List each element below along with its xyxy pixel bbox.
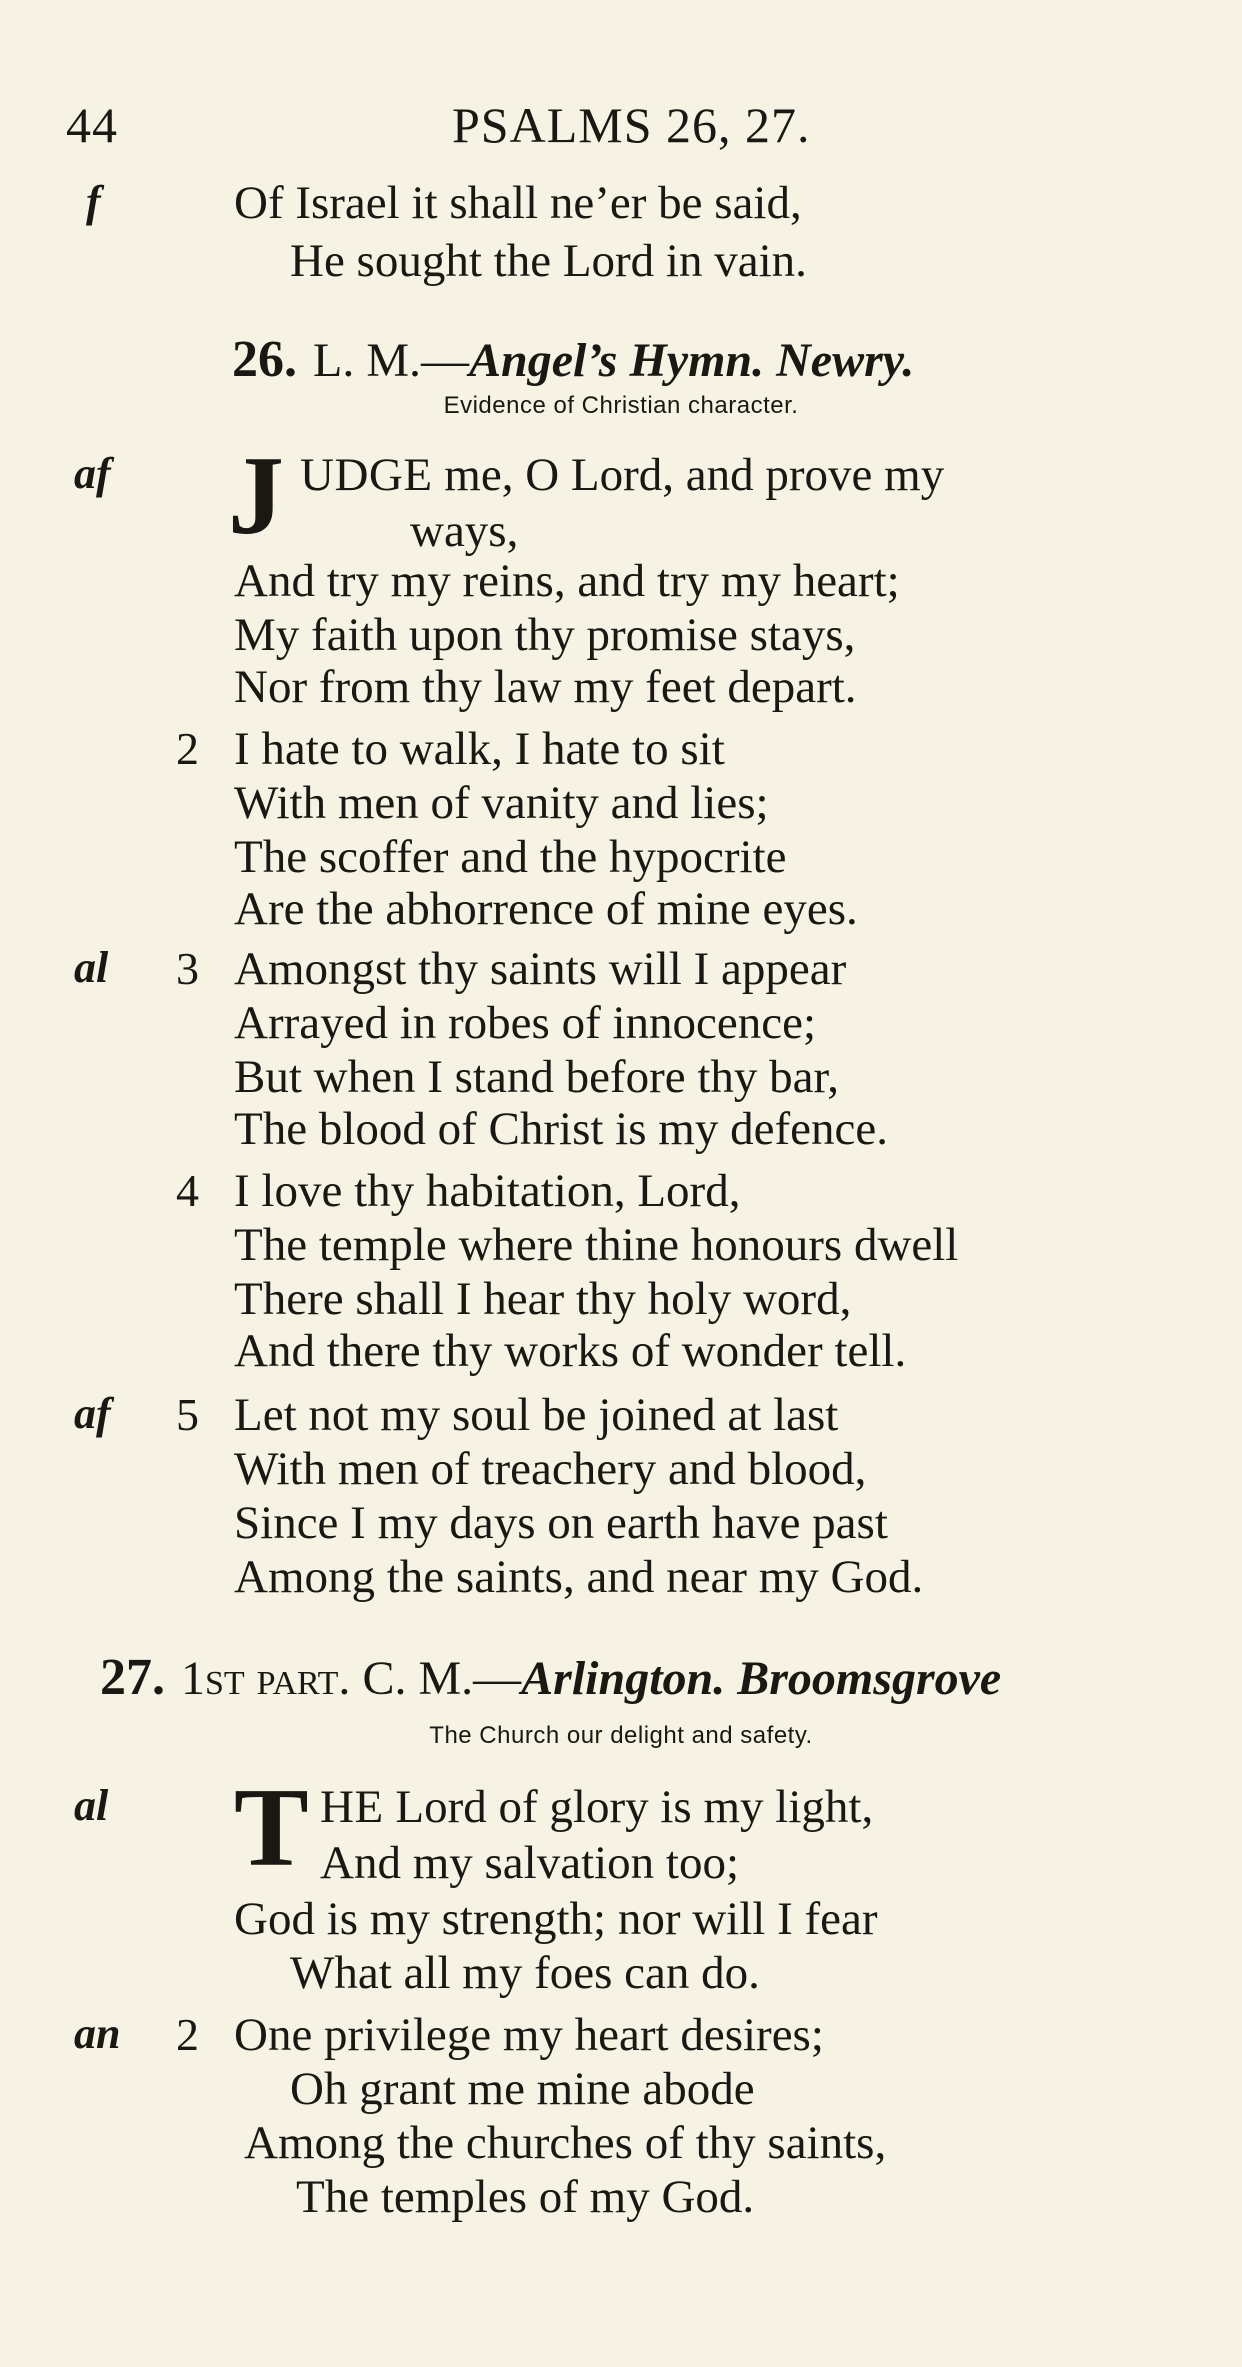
- verse-line: Oh grant me mine abode: [290, 2063, 755, 2115]
- verse-line: [320, 1781, 874, 1833]
- page-number: 44: [66, 97, 118, 153]
- dynamic-mark: an: [74, 2009, 121, 2058]
- verse-line: With men of vanity and lies;: [234, 777, 769, 829]
- verse-line: God is my strength; nor will I fear: [234, 1893, 878, 1945]
- verse-line: I hate to walk, I hate to sit: [234, 723, 725, 775]
- stanza-number: 3: [176, 943, 199, 994]
- drop-cap: J: [228, 434, 284, 558]
- first-word-caps: HE: [320, 1781, 384, 1833]
- verse-line: The scoffer and the hypocrite: [234, 831, 787, 883]
- dynamic-mark: al: [74, 1781, 109, 1830]
- drop-cap: T: [234, 1766, 309, 1890]
- first-word-caps: UDGE: [300, 449, 433, 501]
- verse-line-continuation: ways,: [410, 505, 519, 557]
- verse-line: The temple where thine honours dwell: [234, 1219, 959, 1271]
- running-title: PSALMS 26, 27.: [452, 97, 811, 153]
- verse-line: There shall I hear thy holy word,: [234, 1273, 852, 1325]
- verse-line: He sought the Lord in vain.: [290, 235, 807, 287]
- verse-line-rest: me, O Lord, and prove my: [432, 449, 945, 501]
- verse-line: Arrayed in robes of innocence;: [234, 997, 817, 1049]
- stanza-number: 2: [176, 723, 199, 774]
- hymn-number: 27.: [100, 1649, 165, 1706]
- dynamic-mark: al: [74, 943, 109, 992]
- verse-line: One privilege my heart desires;: [234, 2009, 824, 2061]
- verse-line: Are the abhorrence of mine eyes.: [234, 883, 858, 935]
- hymn-number: 26.: [232, 331, 297, 388]
- verse-line: I love thy habitation, Lord,: [234, 1165, 741, 1217]
- verse-line: But when I stand before thy bar,: [234, 1051, 840, 1103]
- hymn-heading-26: [232, 331, 915, 388]
- verse-line: Of Israel it shall ne’er be said,: [234, 177, 802, 229]
- verse-line: Amongst thy saints will I appear: [234, 943, 847, 995]
- dynamic-mark: af: [74, 449, 111, 498]
- hymn-subtitle: The Church our delight and safety.: [429, 1722, 813, 1749]
- hymn-tunes: Arlington. Broomsgrove: [521, 1652, 1002, 1705]
- verse-line: With men of treachery and blood,: [234, 1443, 867, 1495]
- dynamic-mark: af: [74, 1389, 111, 1438]
- hymn-heading-27: [100, 1649, 1002, 1706]
- verse-line: What all my foes can do.: [290, 1947, 760, 1999]
- verse-line: And try my reins, and try my heart;: [234, 555, 900, 607]
- verse-line: The temples of my God.: [296, 2171, 755, 2223]
- verse-line: Let not my soul be joined at last: [234, 1389, 839, 1441]
- verse-line: Nor from thy law my feet depart.: [234, 661, 857, 713]
- verse-line: And there thy works of wonder tell.: [234, 1325, 907, 1377]
- dynamic-mark: f: [86, 177, 101, 226]
- hymn-tunes: Angel’s Hymn. Newry.: [469, 334, 915, 387]
- verse-line: My faith upon thy promise stays,: [234, 609, 856, 661]
- verse-line: [300, 449, 945, 501]
- verse-line-rest: Lord of glory is my light,: [383, 1781, 874, 1833]
- hymn-part: 1st part.: [181, 1652, 351, 1705]
- hymn-meter: C. M.—: [350, 1652, 522, 1705]
- hymn-subtitle: Evidence of Christian character.: [443, 392, 799, 419]
- verse-line: Among the churches of thy saints,: [244, 2117, 887, 2169]
- stanza-number: 2: [176, 2009, 199, 2060]
- verse-line: The blood of Christ is my defence.: [234, 1103, 888, 1155]
- hymn-meter: L. M.—: [313, 334, 469, 387]
- stanza-number: 5: [176, 1389, 199, 1440]
- stanza-number: 4: [176, 1165, 199, 1216]
- verse-line: And my salvation too;: [320, 1837, 740, 1889]
- verse-line: Since I my days on earth have past: [234, 1497, 888, 1549]
- verse-line: Among the saints, and near my God.: [234, 1551, 924, 1603]
